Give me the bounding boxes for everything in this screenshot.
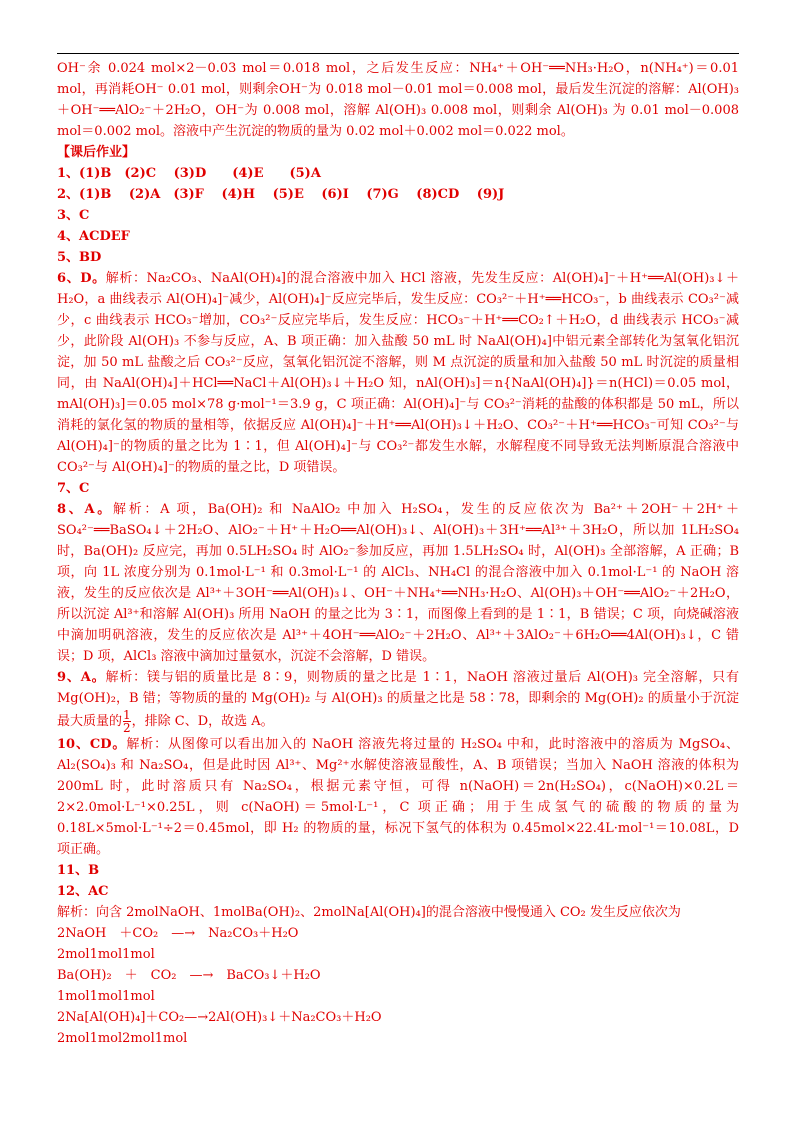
answer-9 xyxy=(57,667,739,734)
answer-6-head: 6、D。 xyxy=(57,271,106,286)
header-rule xyxy=(57,53,739,54)
homework-title: 【课后作业】 xyxy=(57,145,136,160)
answer-12: 12、AC xyxy=(57,884,109,899)
equation-2: Ba(OH)₂ ＋ CO₂ —→ BaCO₃↓＋H₂O xyxy=(57,968,321,983)
answer-9-tail: ，排除 C、D，故选 A。 xyxy=(131,714,274,729)
answer-8-head: 8、A。 xyxy=(57,502,113,517)
fraction xyxy=(123,709,131,734)
document-body xyxy=(57,58,739,1049)
equation-1-amounts: 2mol1mol1mol xyxy=(57,947,155,962)
answer-1: 1、(1)B (2)C (3)D (4)E (5)A xyxy=(57,166,321,181)
fraction-denominator: 2 xyxy=(123,721,131,735)
answer-10-explanation: 解析：从图像可以看出加入的 NaOH 溶液先将过量的 H₂SO₄ 中和，此时溶液中的溶质为 MgSO₄、Al₂(SO₄)₃ 和 Na₂SO₄，但是此时因 Al³⁺、Mg²⁺水解使溶液显酸性，A、B 项错误；当加入 NaOH 溶液的体积为 200mL 时，此时溶质只有 Na₂SO₄，根据元素守恒，可得 n(NaOH)＝2n(H₂SO₄)，c(NaOH)×0.2L＝2×2.0mol·L⁻¹×0.25L，则 c(NaOH)＝5mol·L⁻¹，C 项正确；用于生成氢气的硫酸的物质的量为 0.18L×5mol·L⁻¹÷2＝0.45mol，即 H₂ 的物质的量，标况下氢气的体积为 0.45mol×22.4L·mol⁻¹＝10.08L，D 项正确。 xyxy=(57,737,739,857)
answer-9-head: 9、A。 xyxy=(57,670,106,685)
answer-3: 3、C xyxy=(57,208,90,223)
fraction-numerator: 1 xyxy=(123,708,131,722)
answer-8-explanation: 解析：A 项，Ba(OH)₂ 和 NaAlO₂ 中加入 H₂SO₄，发生的反应依次为 Ba²⁺＋2OH⁻＋2H⁺＋SO₄²⁻══BaSO₄↓＋2H₂O、AlO₂⁻＋H⁺＋H₂O══Al(OH)₃↓、Al(OH)₃＋3H⁺══Al³⁺＋3H₂O，所以加 1LH₂SO₄ 时，Ba(OH)₂ 反应完，再加 0.5LH₂SO₄ 时 AlO₂⁻参加反应，再加 1.5LH₂SO₄ 时，Al(OH)₃ 全部溶解，A 正确；B 项，向 1L 浓度分别为 0.1mol·L⁻¹ 和 0.3mol·L⁻¹ 的 AlCl₃、NH₄Cl 的混合溶液中加入 0.1mol·L⁻¹ 的 NaOH 溶液，发生的反应依次是 Al³⁺＋3OH⁻══Al(OH)₃↓、OH⁻＋NH₄⁺══NH₃·H₂O、Al(OH)₃＋OH⁻══AlO₂⁻＋2H₂O，所以沉淀 Al³⁺和溶解 Al(OH)₃ 所用 NaOH 的量之比为 3∶1，而图像上看到的是 1∶1，B 错误；C 项，向烧碱溶液中滴加明矾溶液，发生的反应依次是 Al³⁺＋4OH⁻══AlO₂⁻＋2H₂O、Al³⁺＋3AlO₂⁻＋6H₂O══4Al(OH)₃↓，C 错误；D 项，AlCl₃ 溶液中滴加过量氨水，沉淀不会溶解，D 错误。 xyxy=(57,502,739,664)
answer-12-explanation: 解析：向含 2molNaOH、1molBa(OH)₂、2molNa[Al(OH)₄]的混合溶液中慢慢通入 CO₂ 发生反应依次为 xyxy=(57,905,681,920)
answer-5: 5、BD xyxy=(57,250,102,265)
answer-10-head: 10、CD。 xyxy=(57,737,127,752)
answer-6 xyxy=(57,268,739,478)
answer-2: 2、(1)B (2)A (3)F (4)H (5)E (6)I (7)G (8)CD (9)J xyxy=(57,187,505,202)
paragraph-continuation: OH⁻余 0.024 mol×2－0.03 mol＝0.018 mol，之后发生反应：NH₄⁺＋OH⁻══NH₃·H₂O，n(NH₄⁺)＝0.01 mol，再消耗OH⁻ 0.01 mol，则剩余OH⁻为 0.018 mol－0.01 mol＝0.008 mol，最后发生沉淀的溶解：Al(OH)₃＋OH⁻══AlO₂⁻＋2H₂O，OH⁻为 0.008 mol，溶解 Al(OH)₃ 0.008 mol，则剩余 Al(OH)₃ 为 0.01 mol－0.008 mol＝0.002 mol。溶液中产生沉淀的物质的量为 0.02 mol＋0.002 mol＝0.022 mol。 xyxy=(57,61,739,139)
answer-8 xyxy=(57,499,739,667)
answer-6-explanation: 解析：Na₂CO₃、NaAl(OH)₄]的混合溶液中加入 HCl 溶液，先发生反应：Al(OH)₄]⁻＋H⁺══Al(OH)₃↓＋H₂O，a 曲线表示 Al(OH)₄]⁻减少，Al(OH)₄]⁻反应完毕后，发生反应：CO₃²⁻＋H⁺══HCO₃⁻，b 曲线表示 CO₃²⁻减少，c 曲线表示 HCO₃⁻增加，CO₃²⁻反应完毕后，发生反应：HCO₃⁻＋H⁺══CO₂↑＋H₂O，d 曲线表示 HCO₃⁻减少，此阶段 Al(OH)₃ 不参与反应，A、B 项正确：加入盐酸 50 mL 时 NaAl(OH)₄]中铝元素全部转化为氢氧化铝沉淀，加 50 mL 盐酸之后 CO₃²⁻反应，氢氧化铝沉淀不溶解，则 M 点沉淀的质量和加入盐酸 50 mL 时沉淀的质量相同，由 NaAl(OH)₄]＋HCl══NaCl＋Al(OH)₃↓＋H₂O 知，nAl(OH)₃]＝n{NaAl(OH)₄]}＝n(HCl)＝0.05 mol，mAl(OH)₃]＝0.05 mol×78 g·mol⁻¹＝3.9 g，C 项正确：Al(OH)₄]⁻与 CO₃²⁻消耗的盐酸的体积都是 50 mL，所以消耗的氯化氢的物质的量相等，依据反应 Al(OH)₄]⁻＋H⁺══Al(OH)₃↓＋H₂O、CO₃²⁻＋H⁺══HCO₃⁻可知 CO₃²⁻与 Al(OH)₄]⁻的物质的量之比为 1∶1，但 Al(OH)₄]⁻与 CO₃²⁻都发生水解，水解程度不同导致无法判断原混合溶液中 CO₃²⁻与 Al(OH)₄]⁻的物质的量之比，D 项错误。 xyxy=(57,271,739,475)
answer-7: 7、C xyxy=(57,481,90,496)
answer-10 xyxy=(57,734,739,860)
answer-11: 11、B xyxy=(57,863,100,878)
equation-3: 2Na[Al(OH)₄]＋CO₂—→2Al(OH)₃↓＋Na₂CO₃＋H₂O xyxy=(57,1010,382,1025)
equation-1: 2NaOH ＋CO₂ —→ Na₂CO₃＋H₂O xyxy=(57,926,299,941)
equation-2-amounts: 1mol1mol1mol xyxy=(57,989,155,1004)
answer-4: 4、ACDEF xyxy=(57,229,130,244)
equation-3-amounts: 2mol1mol2mol1mol xyxy=(57,1031,188,1046)
answer-9-explanation: 解析：镁与铝的质量比是 8∶9，则物质的量之比是 1∶1，NaOH 溶液过量后 Al(OH)₃ 完全溶解，只有 Mg(OH)₂，B 错；等物质的量的 Mg(OH)₂ 与 Al(OH)₃ 的质量之比是 58∶78，即剩余的 Mg(OH)₂ 的质量小于沉淀最大质量的 xyxy=(57,670,739,729)
